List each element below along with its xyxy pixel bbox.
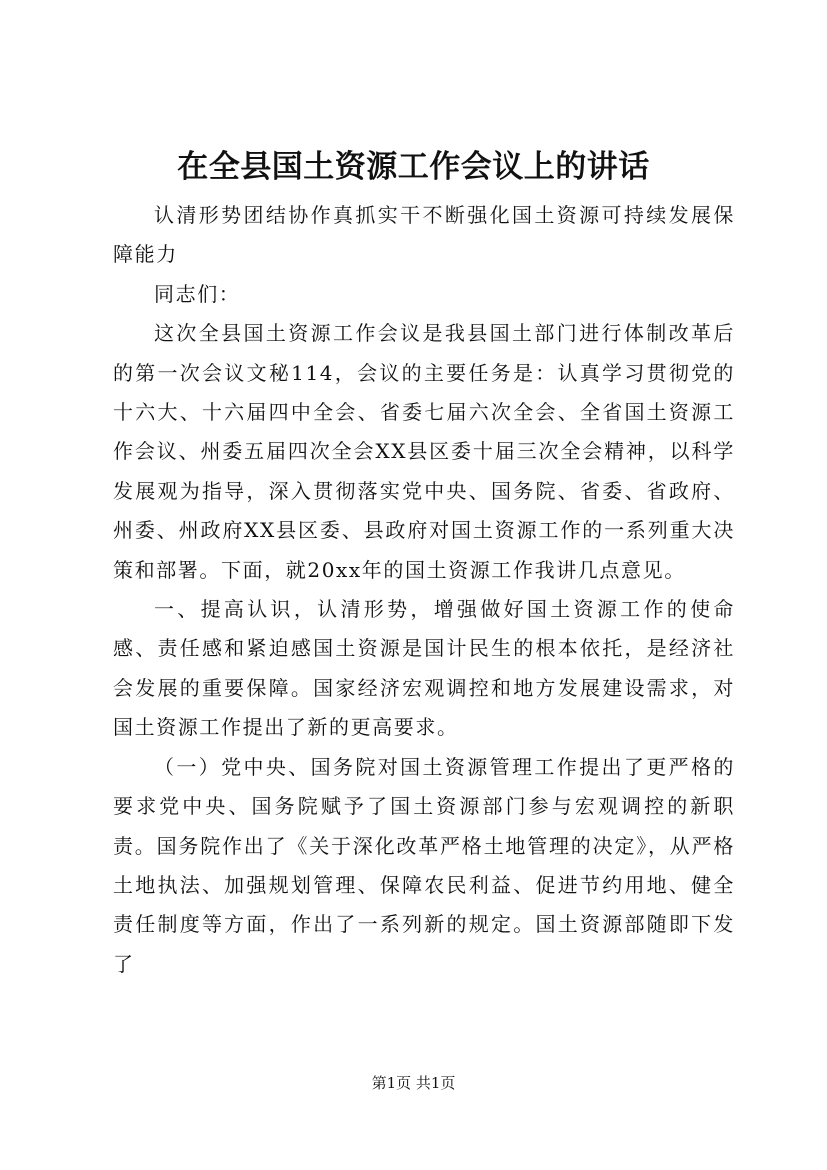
salutation-paragraph: 同志们：: [154, 281, 241, 306]
page-number-footer: 第1页 共1页: [371, 1074, 456, 1092]
subtitle-paragraph: 认清形势团结协作真抓实干不断强化国土资源可持续发展保障能力: [113, 203, 735, 267]
body-paragraph: （一）党中央、国务院对国土资源管理工作提出了更严格的要求党中央、国务院赋予了国土资源部门参与宏观调控的新职责。国务院作出了《关于深化改革严格土地管理的决定》，从严格土地执法、加强规划管理、保障农民利益、促进节约用地、健全责任制度等方面，作出了一系列新的规定。国土资源部随即下发了: [113, 754, 735, 976]
document-title: 在全县国土资源工作会议上的讲话: [177, 149, 650, 185]
document-body: [113, 196, 735, 984]
body-paragraph: 这次全县国土资源工作会议是我县国土部门进行体制改革后的第一次会议文秘114，会议的主要任务是：认真学习贯彻党的十六大、十六届四中全会、省委七届六次全会、全省国土资源工作会议、州委五届四次全会XX县区委十届三次全会精神，以科学发展观为指导，深入贯彻落实党中央、国务院、省委、省政府、州委、州政府XX县区委、县政府对国土资源工作的一系列重大决策和部署。下面，就20xx年的国土资源工作我讲几点意见。: [113, 321, 735, 582]
body-paragraph: 一、提高认识，认清形势，增强做好国土资源工作的使命感、责任感和紧迫感国土资源是国计民生的根本依托，是经济社会发展的重要保障。国家经济宏观调控和地方发展建设需求，对国土资源工作提出了新的更高要求。: [113, 597, 735, 740]
